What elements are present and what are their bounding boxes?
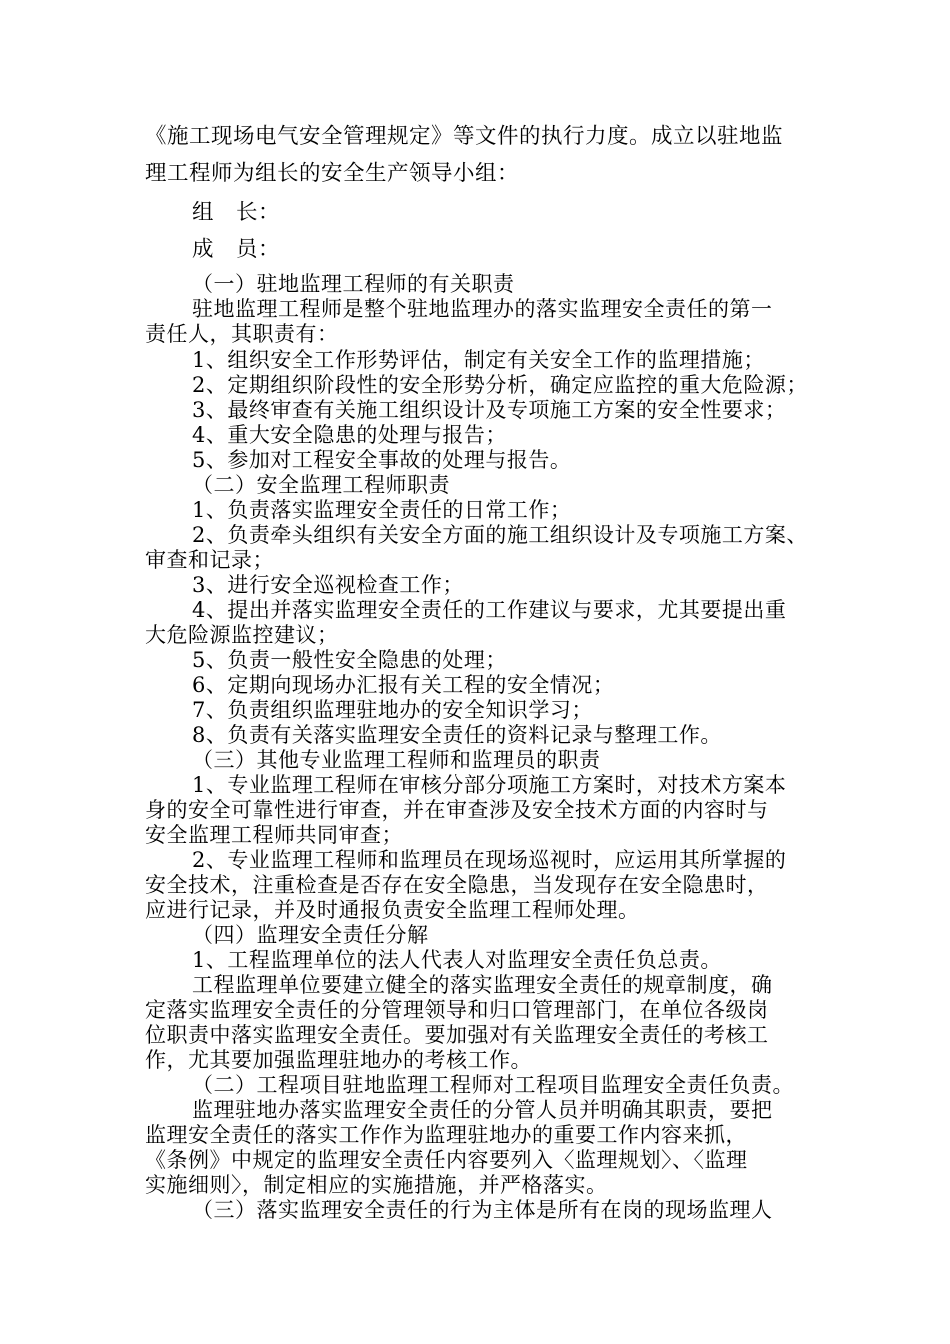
paragraph-line: 安全技术，注重检查是否存在安全隐患，当发现存在安全隐患时， bbox=[145, 873, 769, 897]
list-item: 1、专业监理工程师在审核分部分项施工方案时，对技术方案本 bbox=[192, 773, 787, 797]
section-heading: （三）落实监理安全责任的行为主体是所有在岗的现场监理人 bbox=[192, 1198, 773, 1222]
paragraph-line: 监理驻地办落实监理安全责任的分管人员并明确其职责，要把 bbox=[192, 1098, 773, 1122]
paragraph-line: 工程监理单位要建立健全的落实监理安全责任的规章制度，确 bbox=[192, 973, 773, 997]
section-heading: （三）其他专业监理工程师和监理员的职责 bbox=[192, 748, 601, 772]
paragraph-line: 审查和记录； bbox=[145, 548, 274, 572]
paragraph-line: 理工程师为组长的安全生产领导小组： bbox=[145, 161, 520, 186]
paragraph-line: 应进行记录，并及时通报负责安全监理工程师处理。 bbox=[145, 898, 640, 922]
list-item: 2、负责牵头组织有关安全方面的施工组织设计及专项施工方案、 bbox=[192, 523, 808, 547]
paragraph-line: 身的安全可靠性进行审查，并在审查涉及安全技术方面的内容时与 bbox=[145, 798, 769, 822]
paragraph-line: 定落实监理安全责任的分管理领导和归口管理部门，在单位各级岗 bbox=[145, 998, 769, 1022]
list-item: 2、专业监理工程师和监理员在现场巡视时，应运用其所掌握的 bbox=[192, 848, 787, 872]
list-item: 2、定期组织阶段性的安全形势分析，确定应监控的重大危险源； bbox=[192, 373, 808, 397]
list-item: 7、负责组织监理驻地办的安全知识学习； bbox=[192, 698, 593, 722]
paragraph-line: 大危险源监控建议； bbox=[145, 623, 339, 647]
leader-label: 组 长： bbox=[192, 200, 281, 225]
list-item: 8、负责有关落实监理安全责任的资料记录与整理工作。 bbox=[192, 723, 722, 747]
paragraph-line: 《施工现场电气安全管理规定》等文件的执行力度。成立以驻地监 bbox=[145, 124, 784, 149]
list-item: 4、重大安全隐患的处理与报告； bbox=[192, 423, 507, 447]
list-item: 1、负责落实监理安全责任的日常工作； bbox=[192, 498, 572, 522]
paragraph-line: 实施细则〉，制定相应的实施措施，并严格落实。 bbox=[145, 1173, 608, 1197]
list-item: 3、进行安全巡视检查工作； bbox=[192, 573, 464, 597]
section-heading: （四）监理安全责任分解 bbox=[192, 923, 429, 947]
paragraph-line: 位职责中落实监理安全责任。要加强对有关监理安全责任的考核工 bbox=[145, 1023, 769, 1047]
paragraph-line: 驻地监理工程师是整个驻地监理办的落实监理安全责任的第一 bbox=[192, 297, 773, 321]
paragraph-line: 作，尤其要加强监理驻地办的考核工作。 bbox=[145, 1048, 532, 1072]
section-heading: （一）驻地监理工程师的有关职责 bbox=[192, 272, 515, 296]
list-item: 5、参加对工程安全事故的处理与报告。 bbox=[192, 448, 572, 472]
list-item: 1、组织安全工作形势评估，制定有关安全工作的监理措施； bbox=[192, 348, 765, 372]
paragraph-line: 责任人，其职责有： bbox=[145, 322, 339, 346]
list-item: 6、定期向现场办汇报有关工程的安全情况； bbox=[192, 673, 615, 697]
members-label: 成 员： bbox=[192, 237, 281, 262]
list-item: 3、最终审查有关施工组织设计及专项施工方案的安全性要求； bbox=[192, 398, 787, 422]
list-item: 1、工程监理单位的法人代表人对监理安全责任负总责。 bbox=[192, 948, 722, 972]
section-heading: （二）安全监理工程师职责 bbox=[192, 473, 450, 497]
paragraph-line: 监理安全责任的落实工作作为监理驻地办的重要工作内容来抓， bbox=[145, 1123, 747, 1147]
paragraph-line: 安全监理工程师共同审查； bbox=[145, 823, 403, 847]
list-item: 4、提出并落实监理安全责任的工作建议与要求，尤其要提出重 bbox=[192, 598, 787, 622]
section-heading: （二）工程项目驻地监理工程师对工程项目监理安全责任负责。 bbox=[192, 1073, 794, 1097]
paragraph-line: 《条例》中规定的监理安全责任内容要列入〈监理规划〉、〈监理 bbox=[145, 1148, 748, 1172]
list-item: 5、负责一般性安全隐患的处理； bbox=[192, 648, 507, 672]
